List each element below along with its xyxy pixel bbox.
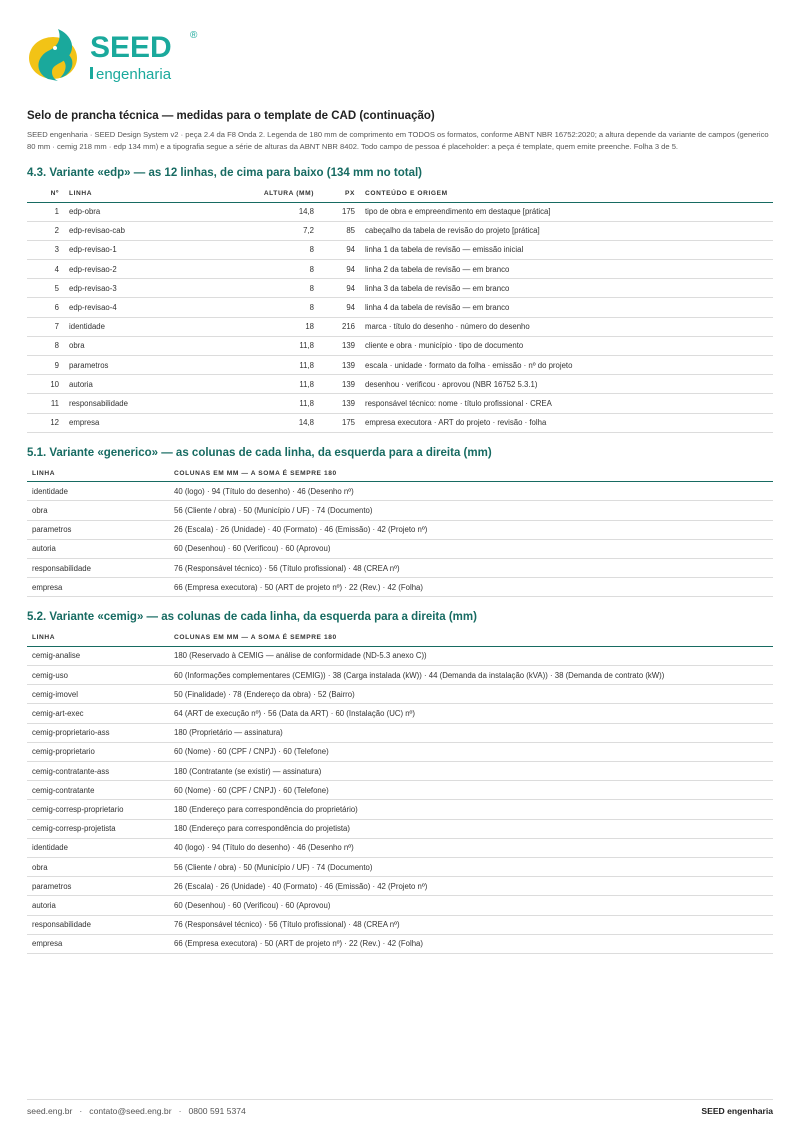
table-cell: 94: [319, 279, 360, 298]
section-edp-heading: 4.3. Variante «edp» — as 12 linhas, de cima para baixo (134 mm no total): [27, 167, 422, 179]
table-row: [27, 685, 773, 704]
cemig-table-body: [27, 646, 773, 953]
edp-table-body: [27, 202, 773, 432]
table-cell: cliente e obra · município · tipo de documento: [360, 336, 773, 355]
table-cell: 56 (Cliente / obra) · 50 (Município / UF) · 74 (Documento): [169, 857, 773, 876]
table-row: [27, 559, 773, 578]
table-cell: 8: [222, 240, 319, 259]
table-cell: obra: [27, 857, 169, 876]
table-row: [27, 800, 773, 819]
table-cell: 60 (Desenhou) · 60 (Verificou) · 60 (Aprovou): [169, 539, 773, 558]
table-cell: 10: [27, 375, 64, 394]
table-cell: cemig-imovel: [27, 685, 169, 704]
seed-logo: [28, 26, 208, 86]
table-cell: 8: [222, 298, 319, 317]
table-cell: 8: [27, 336, 64, 355]
table-cell: 6: [27, 298, 64, 317]
table-cell: 7: [27, 317, 64, 336]
table-cell: 60 (Nome) · 60 (CPF / CNPJ) · 60 (Telefone): [169, 781, 773, 800]
table-cell: autoria: [64, 375, 222, 394]
table-cell: autoria: [27, 539, 169, 558]
table-row: [27, 279, 773, 298]
table-cell: escala · unidade · formato da folha · emissão · nº do projeto: [360, 356, 773, 375]
table-cell: tipo de obra e empreendimento em destaque [prática]: [360, 202, 773, 221]
table-row: [27, 221, 773, 240]
table-cell: empresa executora · ART do projeto · revisão · folha: [360, 413, 773, 432]
table-row: [27, 501, 773, 520]
table-row: [27, 356, 773, 375]
table-cell: 56 (Cliente / obra) · 50 (Município / UF) · 74 (Documento): [169, 501, 773, 520]
table-row: [27, 915, 773, 934]
table-row: [27, 394, 773, 413]
table-cell: desenhou · verificou · aprovou (NBR 16752 5.3.1): [360, 375, 773, 394]
table-cell: identidade: [27, 482, 169, 501]
table-cell: edp-revisao-1: [64, 240, 222, 259]
table-cell: edp-revisao-3: [64, 279, 222, 298]
table-row: [27, 578, 773, 597]
table-cell: 26 (Escala) · 26 (Unidade) · 40 (Formato) · 46 (Emissão) · 42 (Projeto nº): [169, 877, 773, 896]
footer-separator: ·: [79, 1106, 83, 1116]
table-cell: 216: [319, 317, 360, 336]
table-cell: 8: [222, 260, 319, 279]
col-header-num: Nº: [27, 185, 64, 202]
table-cell: 66 (Empresa executora) · 50 (ART de projeto nº) · 22 (Rev.) · 42 (Folha): [169, 578, 773, 597]
generico-table: [27, 465, 773, 598]
table-row: [27, 762, 773, 781]
col-header-linha: LINHA: [27, 465, 169, 482]
intro-text: SEED engenharia · SEED Design System v2 · peça 2.4 da F8 Onda 2. Legenda de 180 mm de comprimento em TODOS os formatos, conforme ABNT NBR 16752:2020; a altura depende da variante de campos (generico 80 mm · cemig 218 mm · edp 134 mm) e a tipografia segue a série de alturas da ABNT NBR 8402. Todo campo de pessoa é placeholder: a peça é template, quem emite preenche. Folha 3 de 5.: [27, 130, 769, 151]
table-cell: cemig-proprietario: [27, 742, 169, 761]
table-cell: linha 3 da tabela de revisão — em branco: [360, 279, 773, 298]
table-cell: 14,8: [222, 202, 319, 221]
table-row: [27, 240, 773, 259]
table-row: [27, 877, 773, 896]
table-cell: 180 (Endereço para correspondência do proprietário): [169, 800, 773, 819]
col-header-colunas: COLUNAS EM MM — A SOMA É SEMPRE 180: [169, 629, 773, 646]
table-cell: 18: [222, 317, 319, 336]
col-header-linha: LINHA: [64, 185, 222, 202]
edp-table: [27, 185, 773, 433]
table-row: [27, 539, 773, 558]
page-title: Selo de prancha técnica — medidas para o template de CAD (continuação): [27, 110, 435, 122]
table-cell: 11,8: [222, 336, 319, 355]
table-row: [27, 520, 773, 539]
table-cell: 175: [319, 202, 360, 221]
table-row: [27, 666, 773, 685]
table-cell: 94: [319, 298, 360, 317]
table-cell: parametros: [27, 877, 169, 896]
table-cell: parametros: [64, 356, 222, 375]
table-cell: cemig-analise: [27, 646, 169, 665]
generico-table-body: [27, 482, 773, 597]
footer-email-link[interactable]: contato@seed.eng.br: [89, 1106, 172, 1116]
table-cell: 8: [222, 279, 319, 298]
col-header-linha: LINHA: [27, 629, 169, 646]
table-row: [27, 482, 773, 501]
logo-sub: engenharia: [96, 66, 172, 83]
table-cell: 11: [27, 394, 64, 413]
table-cell: 5: [27, 279, 64, 298]
table-cell: empresa: [27, 934, 169, 953]
table-cell: responsabilidade: [27, 559, 169, 578]
table-cell: cemig-contratante-ass: [27, 762, 169, 781]
table-cell: 7,2: [222, 221, 319, 240]
table-cell: edp-revisao-2: [64, 260, 222, 279]
page-content: [27, 110, 773, 954]
table-cell: 14,8: [222, 413, 319, 432]
table-row: [27, 260, 773, 279]
table-row: [27, 934, 773, 953]
table-row: [27, 857, 773, 876]
table-cell: 94: [319, 240, 360, 259]
table-row: [27, 781, 773, 800]
table-row: [27, 336, 773, 355]
table-row: [27, 819, 773, 838]
table-row: [27, 413, 773, 432]
table-cell: 60 (Desenhou) · 60 (Verificou) · 60 (Aprovou): [169, 896, 773, 915]
table-header-row: [27, 185, 773, 202]
table-cell: 40 (logo) · 94 (Título do desenho) · 46 (Desenho nº): [169, 482, 773, 501]
section-generico-heading: 5.1. Variante «generico» — as colunas de cada linha, da esquerda para a direita (mm): [27, 446, 492, 459]
table-cell: empresa: [27, 578, 169, 597]
table-cell: parametros: [27, 520, 169, 539]
table-row: [27, 646, 773, 665]
table-row: [27, 704, 773, 723]
table-cell: cemig-uso: [27, 666, 169, 685]
logo-bar: [90, 67, 93, 79]
table-cell: linha 2 da tabela de revisão — em branco: [360, 260, 773, 279]
table-cell: cemig-proprietario-ass: [27, 723, 169, 742]
footer-phone: 0800 591 5374: [188, 1106, 246, 1116]
table-cell: 139: [319, 356, 360, 375]
table-cell: edp-revisao-cab: [64, 221, 222, 240]
table-cell: edp-obra: [64, 202, 222, 221]
table-cell: linha 1 da tabela de revisão — emissão inicial: [360, 240, 773, 259]
table-cell: 64 (ART de execução nº) · 56 (Data da ART) · 60 (Instalação (UC) nº): [169, 704, 773, 723]
table-cell: marca · título do desenho · número do desenho: [360, 317, 773, 336]
table-cell: 139: [319, 336, 360, 355]
table-cell: obra: [64, 336, 222, 355]
table-row: [27, 742, 773, 761]
table-cell: 2: [27, 221, 64, 240]
table-cell: 139: [319, 394, 360, 413]
table-cell: identidade: [27, 838, 169, 857]
footer-brand: SEED engenharia: [701, 1106, 773, 1116]
table-cell: 60 (Informações complementares (CEMIG)) · 38 (Carga instalada (kW)) · 44 (Demanda da instalação (kVA)) · 38 (Demanda de contrato (kW)): [169, 666, 773, 685]
table-row: [27, 723, 773, 742]
table-cell: 11,8: [222, 375, 319, 394]
table-cell: 76 (Responsável técnico) · 56 (Título profissional) · 48 (CREA nº): [169, 915, 773, 934]
table-cell: responsabilidade: [27, 915, 169, 934]
table-cell: 180 (Contratante (se existir) — assinatura): [169, 762, 773, 781]
table-header-row: [27, 629, 773, 646]
table-row: [27, 896, 773, 915]
table-cell: edp-revisao-4: [64, 298, 222, 317]
table-cell: cemig-art-exec: [27, 704, 169, 723]
col-header-conteudo: CONTEÚDO E ORIGEM: [360, 185, 773, 202]
table-cell: obra: [27, 501, 169, 520]
footer-site-link[interactable]: seed.eng.br: [27, 1106, 73, 1116]
section-cemig-heading: 5.2. Variante «cemig» — as colunas de cada linha, da esquerda para a direita (mm): [27, 611, 477, 624]
table-cell: cemig-contratante: [27, 781, 169, 800]
table-row: [27, 202, 773, 221]
table-row: [27, 317, 773, 336]
table-cell: 11,8: [222, 394, 319, 413]
col-header-colunas: COLUNAS EM MM — A SOMA É SEMPRE 180: [169, 465, 773, 482]
table-cell: responsável técnico: nome · título profissional · CREA: [360, 394, 773, 413]
table-cell: 180 (Endereço para correspondência do projetista): [169, 819, 773, 838]
table-cell: 3: [27, 240, 64, 259]
table-cell: identidade: [64, 317, 222, 336]
table-row: [27, 298, 773, 317]
page-footer: [27, 1099, 773, 1116]
table-cell: 180 (Proprietário — assinatura): [169, 723, 773, 742]
table-cell: 85: [319, 221, 360, 240]
table-cell: empresa: [64, 413, 222, 432]
table-cell: 60 (Nome) · 60 (CPF / CNPJ) · 60 (Telefone): [169, 742, 773, 761]
table-cell: responsabilidade: [64, 394, 222, 413]
table-row: [27, 838, 773, 857]
table-cell: 11,8: [222, 356, 319, 375]
table-cell: 175: [319, 413, 360, 432]
col-header-px: PX: [319, 185, 360, 202]
table-header-row: [27, 465, 773, 482]
cemig-table: [27, 629, 773, 954]
table-cell: cabeçalho da tabela de revisão do projeto [prática]: [360, 221, 773, 240]
table-cell: 1: [27, 202, 64, 221]
table-cell: 40 (logo) · 94 (Título do desenho) · 46 (Desenho nº): [169, 838, 773, 857]
table-cell: 94: [319, 260, 360, 279]
logo-word: SEED: [90, 31, 172, 64]
table-cell: cemig-corresp-projetista: [27, 819, 169, 838]
seed-emblem-icon: [29, 29, 77, 81]
table-row: [27, 375, 773, 394]
table-cell: linha 4 da tabela de revisão — em branco: [360, 298, 773, 317]
table-cell: cemig-corresp-proprietario: [27, 800, 169, 819]
table-cell: 139: [319, 375, 360, 394]
table-cell: 26 (Escala) · 26 (Unidade) · 40 (Formato) · 46 (Emissão) · 42 (Projeto nº): [169, 520, 773, 539]
table-cell: 4: [27, 260, 64, 279]
table-cell: 9: [27, 356, 64, 375]
footer-separator: ·: [178, 1106, 182, 1116]
table-cell: 76 (Responsável técnico) · 56 (Título profissional) · 48 (CREA nº): [169, 559, 773, 578]
table-cell: autoria: [27, 896, 169, 915]
table-cell: 66 (Empresa executora) · 50 (ART de projeto nº) · 22 (Rev.) · 42 (Folha): [169, 934, 773, 953]
table-cell: 12: [27, 413, 64, 432]
logo-registered: ®: [190, 30, 198, 41]
table-cell: 180 (Reservado à CEMIG — análise de conformidade (ND-5.3 anexo C)): [169, 646, 773, 665]
table-cell: 50 (Finalidade) · 78 (Endereço da obra) · 52 (Bairro): [169, 685, 773, 704]
col-header-altura: ALTURA (MM): [222, 185, 319, 202]
